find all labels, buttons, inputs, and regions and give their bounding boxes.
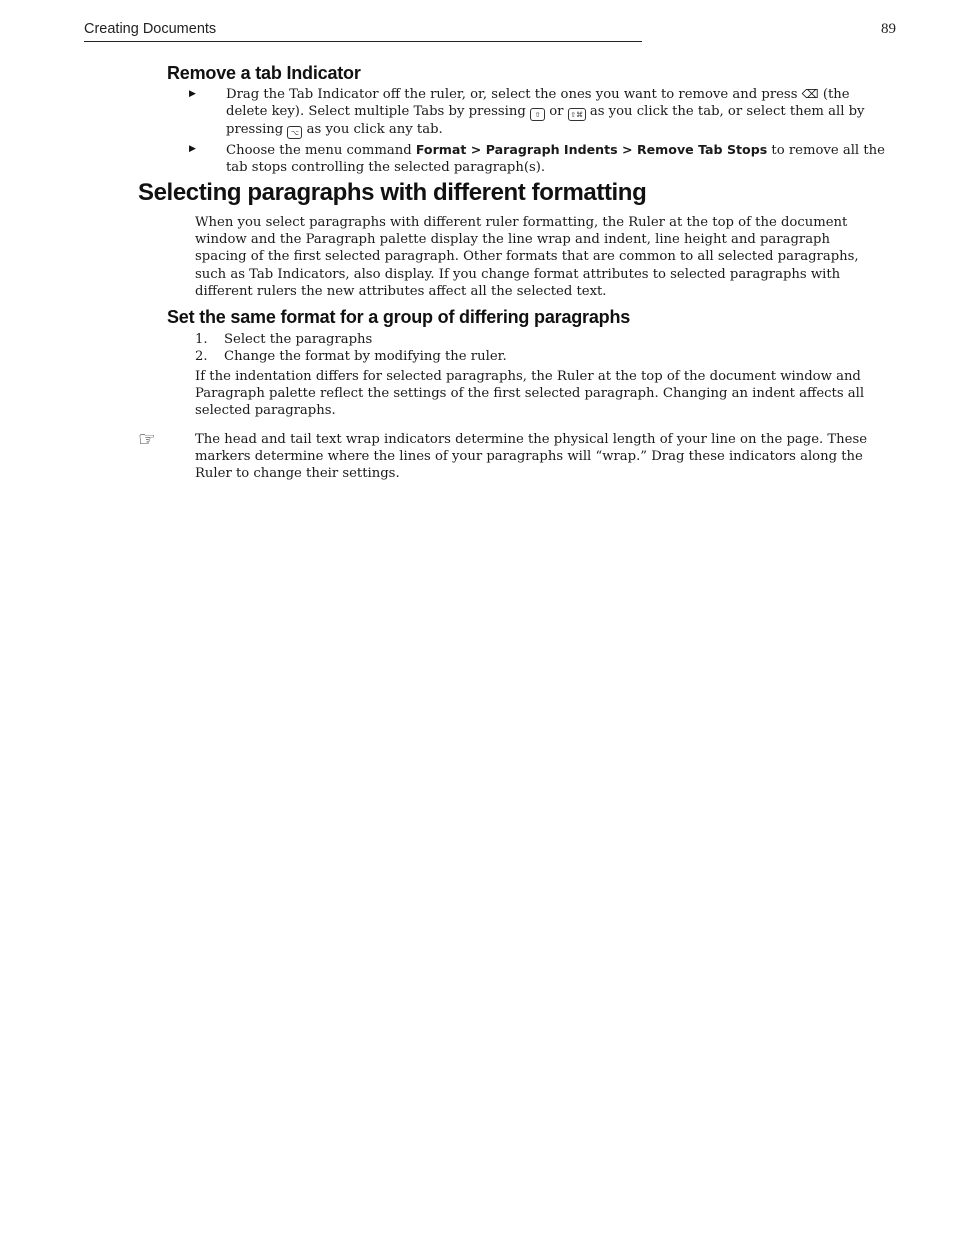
heading-selecting-paragraphs: Selecting paragraphs with different formatting xyxy=(138,179,647,206)
shift-key-icon: ⇧ xyxy=(530,108,545,121)
page-number: 89 xyxy=(881,21,896,37)
text-run: as you click any tab. xyxy=(302,122,443,138)
menu-command: Format > Paragraph Indents > Remove Tab Stops xyxy=(415,142,768,157)
text-run: or xyxy=(545,104,568,120)
running-header xyxy=(84,20,642,42)
step-text: Select the paragraphs xyxy=(224,332,373,347)
text-run: (the delete key). Select multiple Tabs by pressing xyxy=(226,87,850,120)
note-paragraph: The head and tail text wrap indicators determine the physical length of your line on the page. These markers determine where the lines of your paragraphs will “wrap.” Drag these indicators along the Ruler to change their settings. xyxy=(195,432,868,482)
body-paragraph: When you select paragraphs with different ruler formatting, the Ruler at the top of the document window and the Paragraph palette display the line wrap and indent, line height and paragraph spacing of the first selected paragraph. Other formats that are common to all selected paragraphs, such as Tab Indicators, also display. If you change format attributes to selected paragraphs with different rulers the new attributes affect all the selected text. xyxy=(195,215,859,299)
list-item xyxy=(195,348,885,365)
section-name: Creating Documents xyxy=(84,21,217,37)
bullet-text xyxy=(226,86,886,139)
list-item xyxy=(195,331,885,348)
bullet-text xyxy=(226,141,886,176)
bullet-triangle-icon: ▶ xyxy=(189,89,196,99)
text-run: Drag the Tab Indicator off the ruler, or, select the ones you want to remove and press xyxy=(226,87,802,102)
text-run: as you click the tab, or select them all by pressing xyxy=(226,104,865,138)
text-run: Choose the menu command xyxy=(226,143,416,158)
body-paragraph: If the indentation differs for selected paragraphs, the Ruler at the top of the document window and Paragraph palette reflect the settings of the first selected paragraph. Changing an indent affects all selected paragraphs. xyxy=(195,369,865,419)
list-item xyxy=(189,141,889,177)
step-number: 1. xyxy=(195,332,208,347)
pointing-hand-icon: ☞ xyxy=(138,427,156,451)
step-text: Change the format by modifying the ruler. xyxy=(224,349,507,364)
heading-set-same-format: Set the same format for a group of differing paragraphs xyxy=(167,307,631,327)
text-run: to remove all the tab stops controlling the selected paragraph(s). xyxy=(226,143,885,176)
bullet-triangle-icon: ▶ xyxy=(189,144,196,154)
shift-command-key-icon: ⇧⌘ xyxy=(568,108,586,121)
option-key-icon: ⌥ xyxy=(287,126,302,139)
step-number: 2. xyxy=(195,349,208,364)
list-item xyxy=(189,86,889,140)
delete-key-icon: ⌫ xyxy=(801,87,819,101)
heading-remove-tab-indicator: Remove a tab Indicator xyxy=(167,63,361,83)
